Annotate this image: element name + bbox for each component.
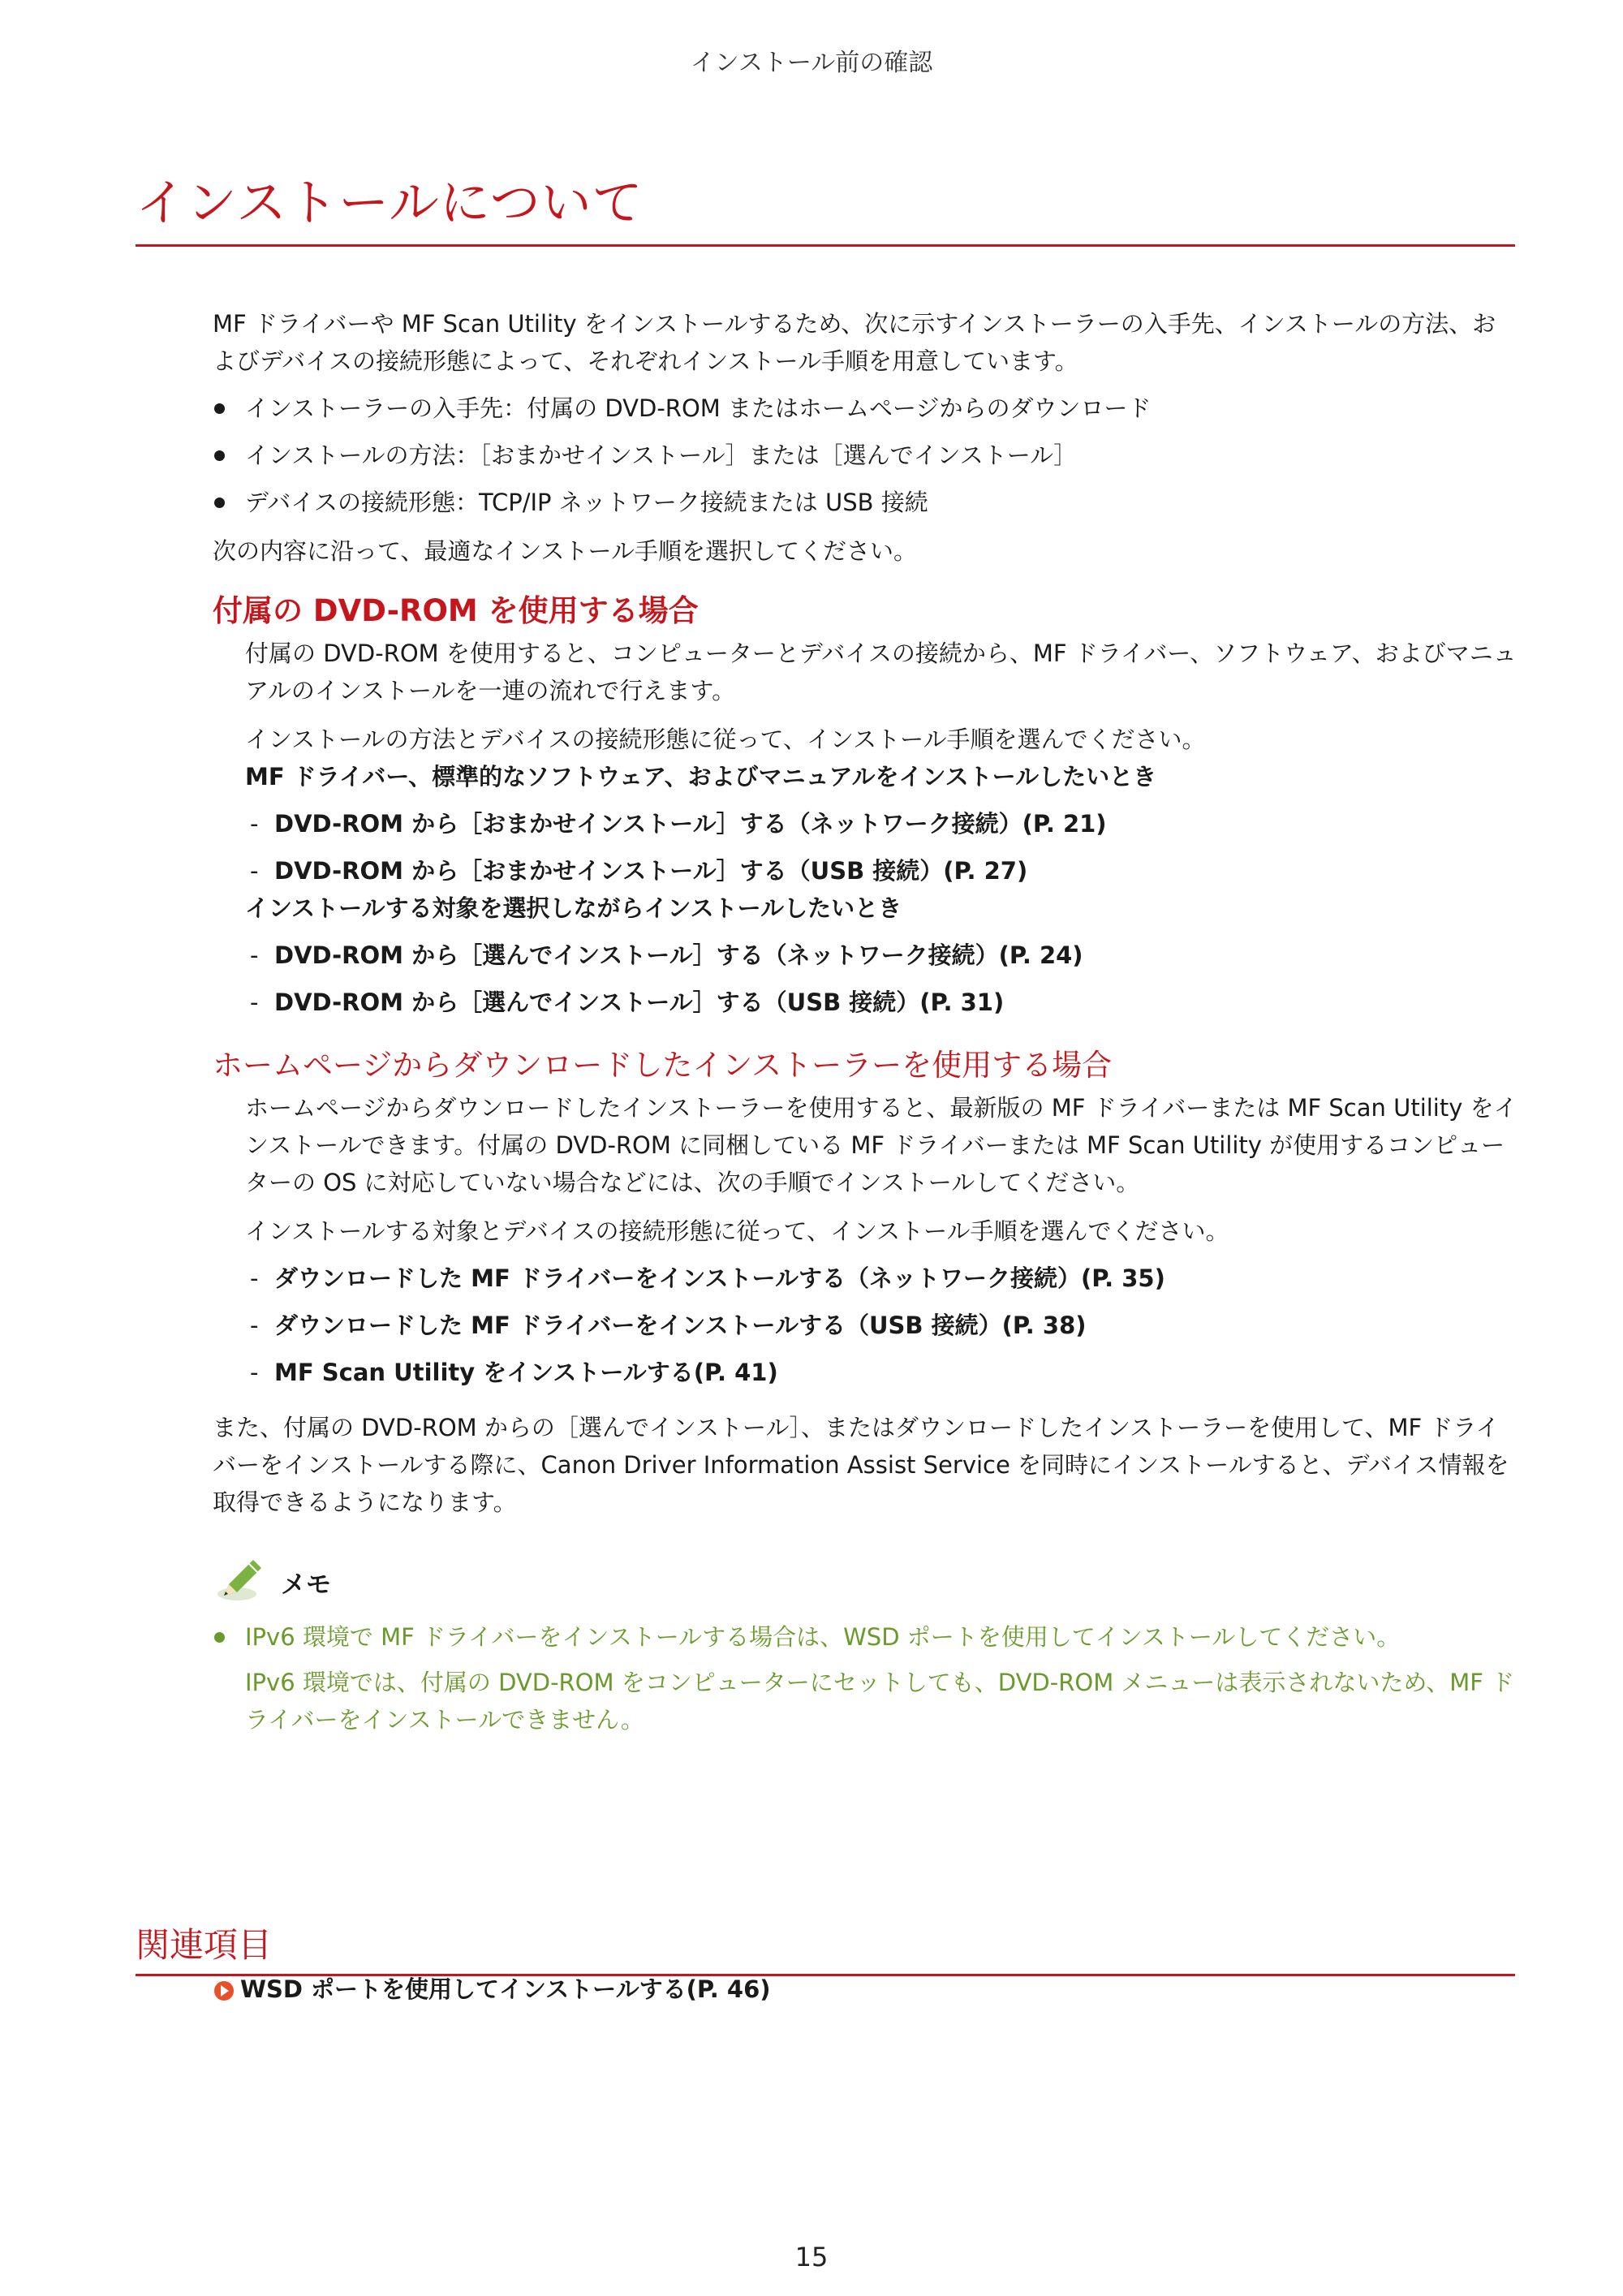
section-paragraph: ホームページからダウンロードしたインストーラーを使用すると、最新版の MF ドライバーまたは MF Scan Utility をインストールできます。付属の DVD-ROM に同梱している MF ドライバーまたは MF Scan Utility が使用するコンピューターの OS に対応していない場合などには、次の手順でインストールしてください。 [245, 1094, 1518, 1196]
intro-closing: 次の内容に沿って、最適なインストール手順を選択してください。 [213, 537, 917, 565]
memo-continuation: IPv6 環境では、付属の DVD-ROM をコンピューターにセットしても、DVD-ROM メニューは表示されないため、MF ドライバーをインストールできません。 [245, 1669, 1515, 1734]
section-instruction: インストールの方法とデバイスの接続形態に従って、インストール手順を選んでください。 [245, 726, 1206, 753]
page-number: 15 [794, 2242, 829, 2272]
link-item[interactable]: - DVD-ROM から［選んでインストール］する（ネットワーク接続）(P. 24) [245, 937, 1519, 974]
memo-label: メモ [281, 1570, 331, 1600]
section-paragraph: 付属の DVD-ROM を使用すると、コンピューターとデバイスの接続から、MF ドライバー、ソフトウェア、およびマニュアルのインストールを一連の流れで行えます。 [245, 640, 1517, 704]
memo-header [213, 1555, 1519, 1612]
dash-icon: - [250, 857, 259, 885]
section-download-body [213, 1089, 1519, 1250]
title-block [136, 162, 1515, 247]
link-item[interactable]: - MF Scan Utility をインストールする(P. 41) [245, 1354, 1519, 1391]
main-content [213, 305, 1519, 1738]
group1-link-list [213, 805, 1519, 890]
running-header: インストール前の確認 [690, 49, 933, 77]
link-item[interactable]: - ダウンロードした MF ドライバーをインストールする（USB 接続）(P. 38) [245, 1307, 1519, 1344]
dash-icon: - [250, 1312, 259, 1339]
dash-icon: - [250, 1264, 259, 1292]
intro-paragraph: MF ドライバーや MF Scan Utility をインストールするため、次に示すインストーラーの入手先、インストールの方法、およびデバイスの接続形態によって、それぞれインストール手順を用意しています。 [213, 310, 1496, 375]
bullet-icon [214, 403, 225, 414]
memo-body [213, 1618, 1519, 1738]
list-item: デバイスの接続形態：TCP/IP ネットワーク接続または USB 接続 [213, 484, 1519, 521]
list-item: IPv6 環境で MF ドライバーをインストールする場合は、WSD ポートを使用してインストールしてください。 [213, 1618, 1519, 1656]
page-title: インストールについて [136, 173, 644, 232]
memo-bullet-list [213, 1618, 1519, 1656]
group-title: インストールする対象を選択しながらインストールしたいとき [245, 894, 902, 922]
link-item[interactable]: - DVD-ROM から［選んでインストール］する（USB 接続）(P. 31) [245, 984, 1519, 1021]
download-link-list [213, 1260, 1519, 1391]
additional-note: また、付属の DVD-ROM からの［選んでインストール］、またはダウンロードしたインストーラーを使用して、MF ドライバーをインストールする際に、Canon Driver Information Assist Service を同時にインストールすると、デバイス情報を取得できるようになります。 [213, 1414, 1509, 1516]
play-arrow-icon [214, 1981, 234, 2001]
group-title: MF ドライバー、標準的なソフトウェア、およびマニュアルをインストールしたいとき [245, 763, 1157, 790]
link-item[interactable]: - DVD-ROM から［おまかせインストール］する（ネットワーク接続）(P. 21) [245, 805, 1519, 842]
section-dvd-body [213, 635, 1519, 795]
section-heading-dvd: 付属の DVD-ROM を使用する場合 [213, 593, 699, 628]
bullet-icon [214, 498, 225, 508]
list-item: インストールの方法：［おまかせインストール］または［選んでインストール］ [213, 437, 1519, 474]
list-item: インストーラーの入手先：付属の DVD-ROM またはホームページからのダウンロード [213, 390, 1519, 427]
bullet-icon [214, 1632, 225, 1643]
link-item[interactable]: - DVD-ROM から［おまかせインストール］する（USB 接続）(P. 27) [245, 852, 1519, 890]
related-heading: 関連項目 [136, 1925, 273, 1965]
link-item[interactable]: - ダウンロードした MF ドライバーをインストールする（ネットワーク接続）(P. 35) [245, 1260, 1519, 1297]
dash-icon: - [250, 810, 259, 838]
intro-bullet-list [213, 390, 1519, 521]
pencil-icon [213, 1555, 266, 1609]
related-link[interactable]: WSD ポートを使用してインストールする(P. 46) [214, 1971, 771, 2008]
dash-icon: - [250, 941, 259, 969]
dash-icon: - [250, 1359, 259, 1386]
group2-link-list [213, 937, 1519, 1021]
bullet-icon [214, 450, 225, 461]
dash-icon: - [250, 989, 259, 1016]
section-heading-download: ホームページからダウンロードしたインストーラーを使用する場合 [213, 1048, 1113, 1083]
related-title-block [136, 1919, 1515, 1976]
section-instruction: インストールする対象とデバイスの接続形態に従って、インストール手順を選んでください。 [245, 1217, 1229, 1245]
